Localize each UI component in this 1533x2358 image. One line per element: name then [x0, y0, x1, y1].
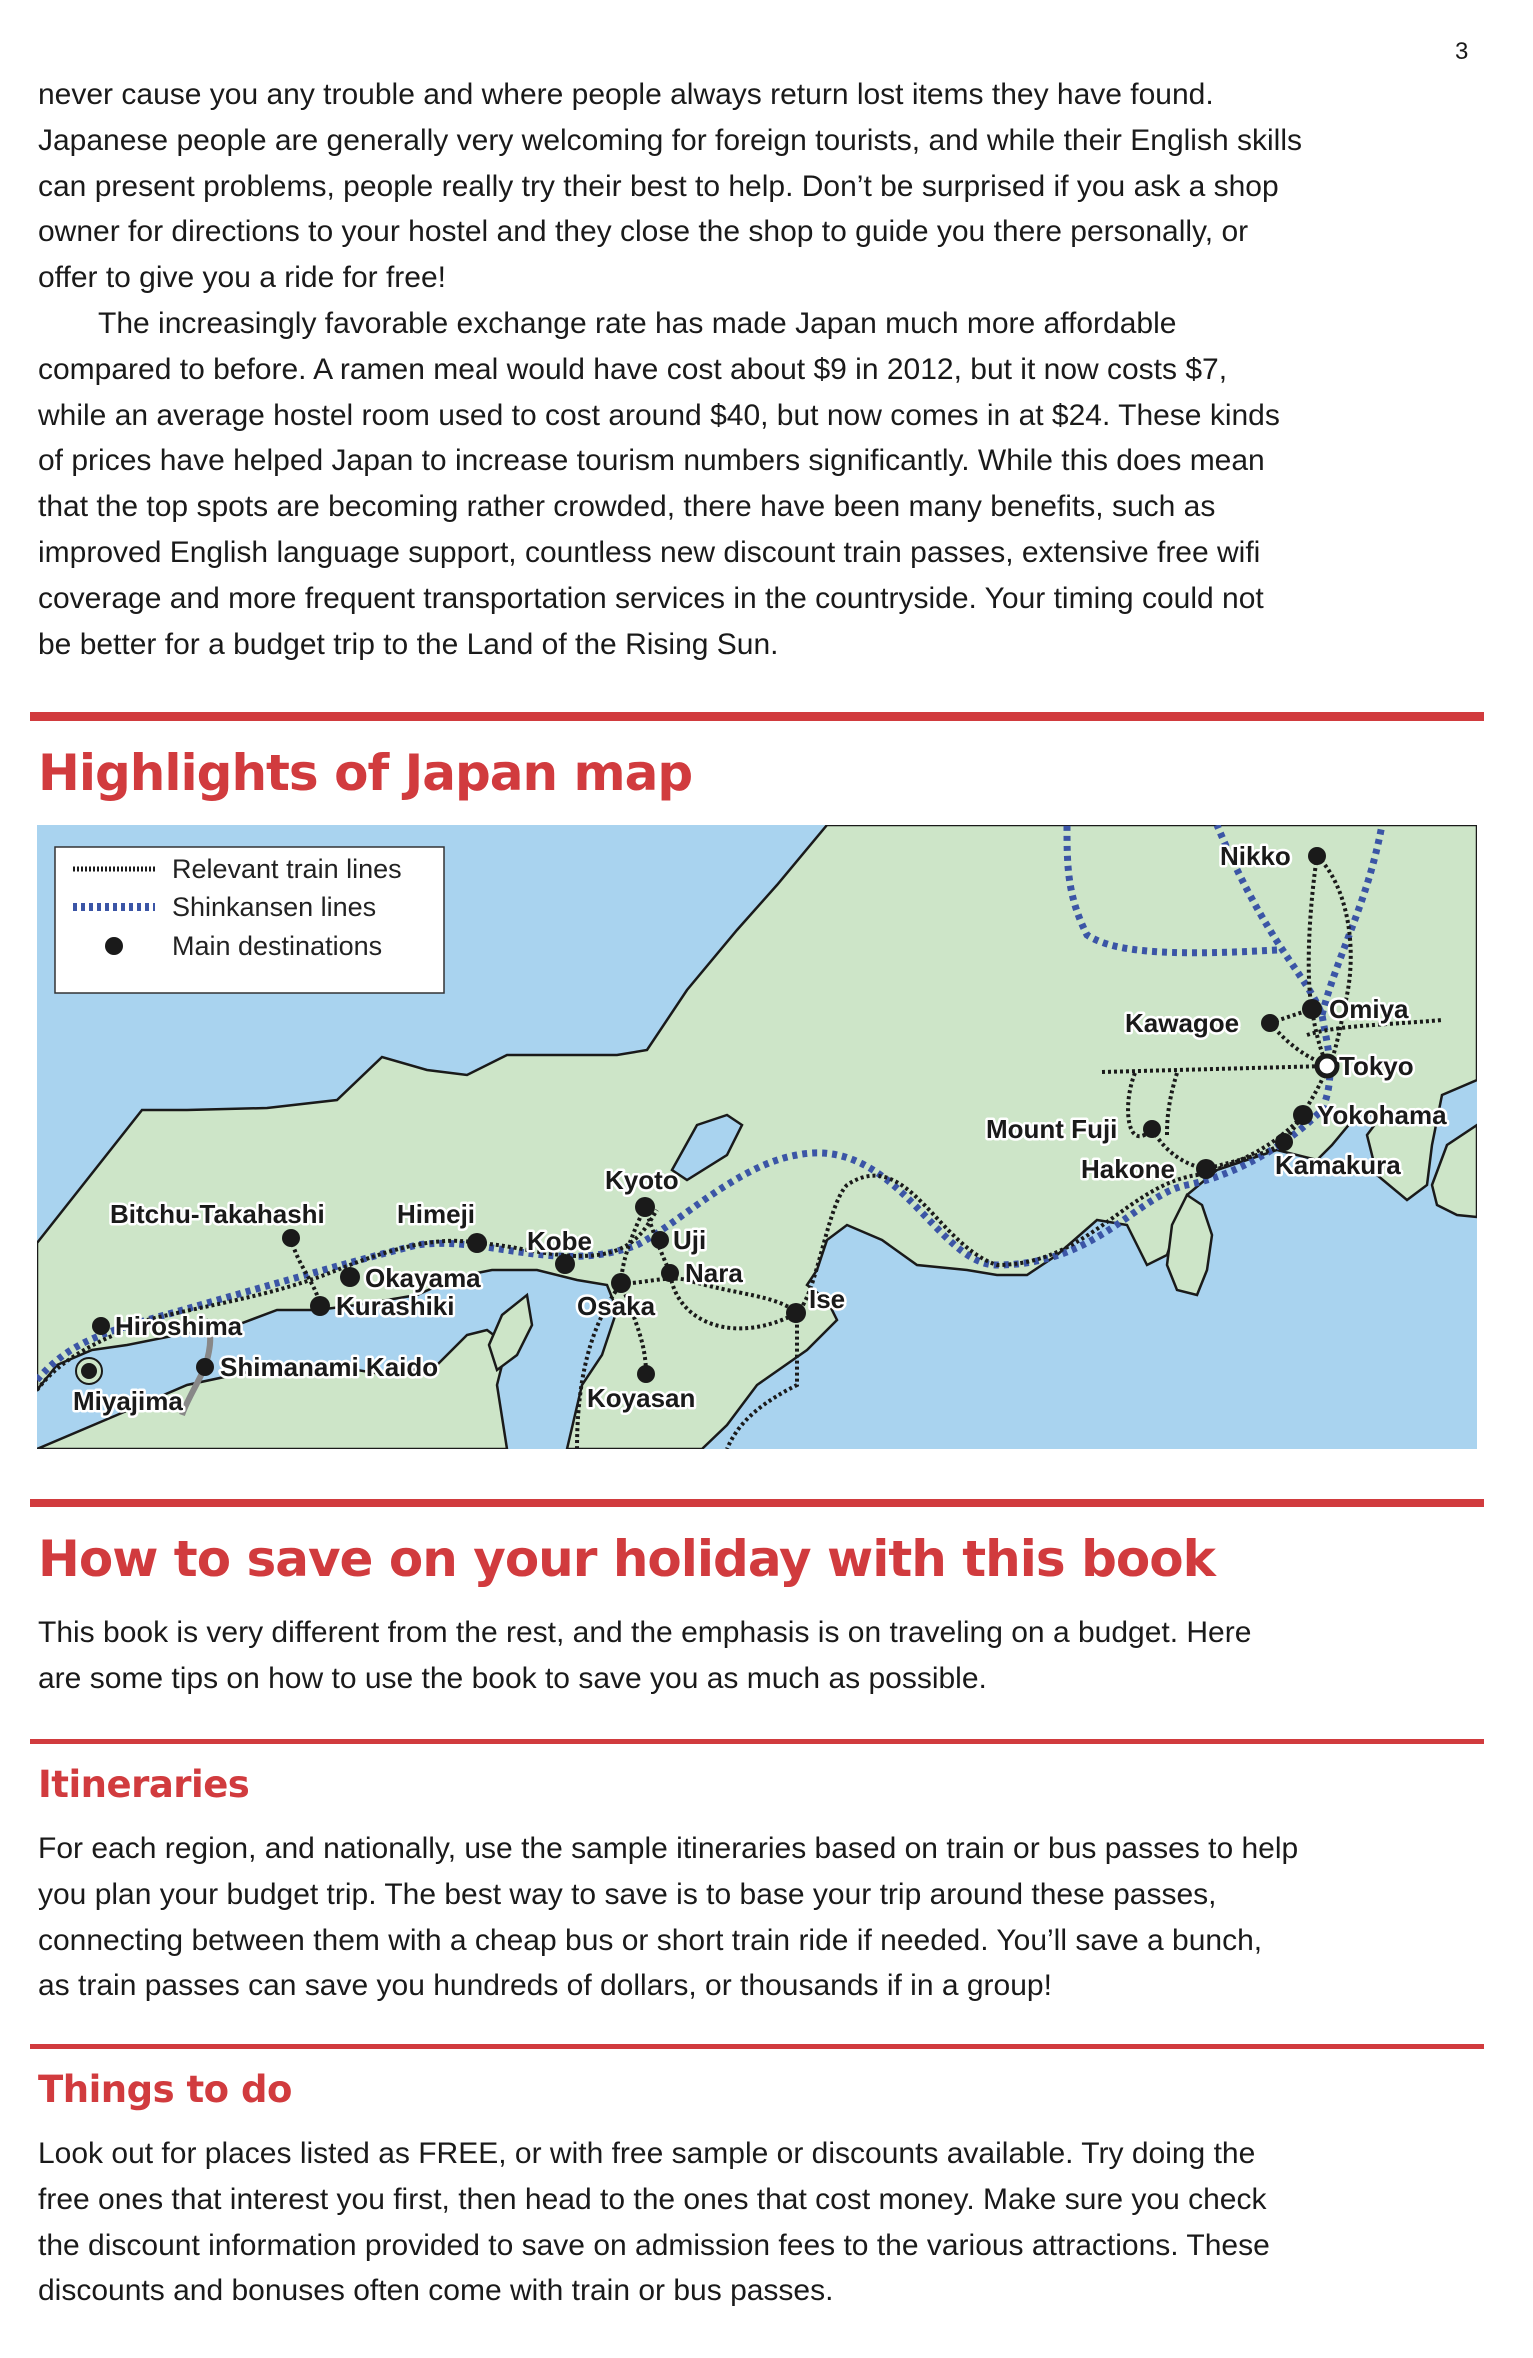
intro-paragraph-1	[38, 72, 1488, 667]
dot-nikko	[1308, 847, 1326, 865]
legend-destination-dot	[105, 937, 123, 955]
dot-mount-fuji	[1143, 1120, 1161, 1138]
things-to-do-heading: Things to do	[38, 2068, 292, 2111]
dot-kobe	[555, 1254, 575, 1274]
dot-omiya	[1302, 999, 1322, 1019]
text-line: can present problems, people really try their best to help. Don’t be surprised if you ask a shop	[38, 169, 1279, 203]
legend-shinkansen-lines: Shinkansen lines	[172, 892, 377, 922]
dot-himeji	[467, 1233, 487, 1253]
text-line: while an average hostel room used to cost around $40, but now comes in at $24. These kinds	[38, 398, 1280, 432]
section-divider	[30, 712, 1484, 721]
label-uji: Uji	[673, 1225, 707, 1255]
text-line: discounts and bonuses often come with train or bus passes.	[38, 2274, 834, 2308]
save-paragraph	[38, 1610, 1488, 1702]
section-divider	[30, 1499, 1484, 1507]
label-hakone: Hakone	[1081, 1154, 1175, 1184]
dot-nara	[661, 1264, 679, 1282]
page-number: 3	[1455, 38, 1469, 65]
text-line: This book is very different from the rest, and the emphasis is on traveling on a budget. Here	[38, 1616, 1252, 1649]
text-line: Japanese people are generally very welcoming for foreign tourists, and while their English skills	[38, 123, 1302, 157]
text-line: be better for a budget trip to the Land of the Rising Sun.	[38, 627, 779, 661]
map-heading: Highlights of Japan map	[38, 744, 693, 802]
label-miyajima: Miyajima	[73, 1386, 183, 1416]
label-nara: Nara	[685, 1258, 743, 1288]
dot-kamakura	[1275, 1133, 1293, 1151]
text-line: improved English language support, countless new discount train passes, extensive free wifi	[38, 535, 1261, 569]
dot-hiroshima	[92, 1317, 110, 1335]
dot-kurashiki	[310, 1296, 330, 1316]
label-koyasan: Koyasan	[587, 1383, 696, 1413]
text-line: owner for directions to your hostel and they close the shop to guide you there personally, or	[38, 215, 1249, 249]
text-line: the discount information provided to save on admission fees to the various attractions. These	[38, 2228, 1270, 2262]
label-omiya: Omiya	[1329, 994, 1409, 1024]
itineraries-heading: Itineraries	[38, 1763, 250, 1806]
section-divider	[30, 1739, 1484, 1744]
dot-yokohama	[1293, 1105, 1313, 1125]
label-nikko: Nikko	[1220, 841, 1291, 871]
legend-main-destinations: Main destinations	[172, 931, 383, 961]
text-line: coverage and more frequent transportation services in the countryside. Your timing could not	[38, 581, 1264, 615]
dot-koyasan	[637, 1365, 655, 1383]
label-shimanami-kaido: Shimanami Kaido	[220, 1352, 439, 1382]
text-line: connecting between them with a cheap bus or short train ride if needed. You’ll save a bunch,	[38, 1923, 1263, 1957]
text-line: never cause you any trouble and where people always return lost items they have found.	[38, 78, 1214, 111]
label-kyoto: Kyoto	[605, 1165, 679, 1195]
label-hiroshima: Hiroshima	[115, 1311, 243, 1341]
label-bitchu-takahashi: Bitchu-Takahashi	[110, 1199, 325, 1229]
dot-shimanami-kaido	[196, 1358, 214, 1376]
label-okayama: Okayama	[365, 1263, 481, 1293]
section-divider	[30, 2044, 1484, 2049]
text-line: offer to give you a ride for free!	[38, 261, 447, 295]
text-line: you plan your budget trip. The best way to save is to base your trip around these passes,	[38, 1877, 1217, 1911]
save-heading: How to save on your holiday with this book	[38, 1530, 1215, 1588]
label-kobe: Kobe	[527, 1226, 592, 1256]
things-to-do-paragraph	[38, 2131, 1488, 2314]
label-mount-fuji: Mount Fuji	[986, 1114, 1118, 1144]
text-line: are some tips on how to use the book to save you as much as possible.	[38, 1661, 987, 1695]
dot-hakone	[1196, 1159, 1216, 1179]
dot-osaka	[611, 1273, 631, 1293]
dot-bitchu-takahashi	[282, 1229, 300, 1247]
label-tokyo: Tokyo	[1339, 1051, 1414, 1081]
dot-tokyo	[1317, 1056, 1337, 1076]
text-line: compared to before. A ramen meal would have cost about $9 in 2012, but it now costs $7,	[38, 352, 1228, 386]
dot-kyoto	[635, 1197, 655, 1217]
dot-miyajima	[81, 1363, 97, 1379]
legend-train-lines: Relevant train lines	[172, 854, 402, 884]
text-line: as train passes can save you hundreds of dollars, or thousands if in a group!	[38, 1969, 1052, 2003]
japan-map	[37, 825, 1477, 1449]
text-line: Look out for places listed as FREE, or with free sample or discounts available. Try doing the	[38, 2137, 1256, 2170]
text-line: For each region, and nationally, use the sample itineraries based on train or bus passes to help	[38, 1832, 1299, 1865]
label-osaka: Osaka	[577, 1291, 656, 1321]
text-line: of prices have helped Japan to increase tourism numbers significantly. While this does mean	[38, 444, 1265, 478]
text-line: that the top spots are becoming rather crowded, there have been many benefits, such as	[38, 490, 1216, 524]
text-line: free ones that interest you first, then head to the ones that cost money. Make sure you check	[38, 2182, 1267, 2216]
label-ise: Ise	[809, 1284, 846, 1314]
label-himeji: Himeji	[397, 1199, 476, 1229]
label-yokohama: Yokohama	[1317, 1100, 1447, 1130]
dot-uji	[651, 1231, 669, 1249]
label-kurashiki: Kurashiki	[336, 1291, 455, 1321]
map-legend	[55, 847, 444, 993]
dot-okayama	[340, 1267, 360, 1287]
dot-kawagoe	[1261, 1014, 1279, 1032]
label-kawagoe: Kawagoe	[1125, 1008, 1240, 1038]
label-kamakura: Kamakura	[1275, 1150, 1401, 1180]
itineraries-paragraph	[38, 1826, 1488, 2009]
dot-ise	[786, 1303, 806, 1323]
text-line: The increasingly favorable exchange rate has made Japan much more affordable	[98, 306, 1177, 340]
